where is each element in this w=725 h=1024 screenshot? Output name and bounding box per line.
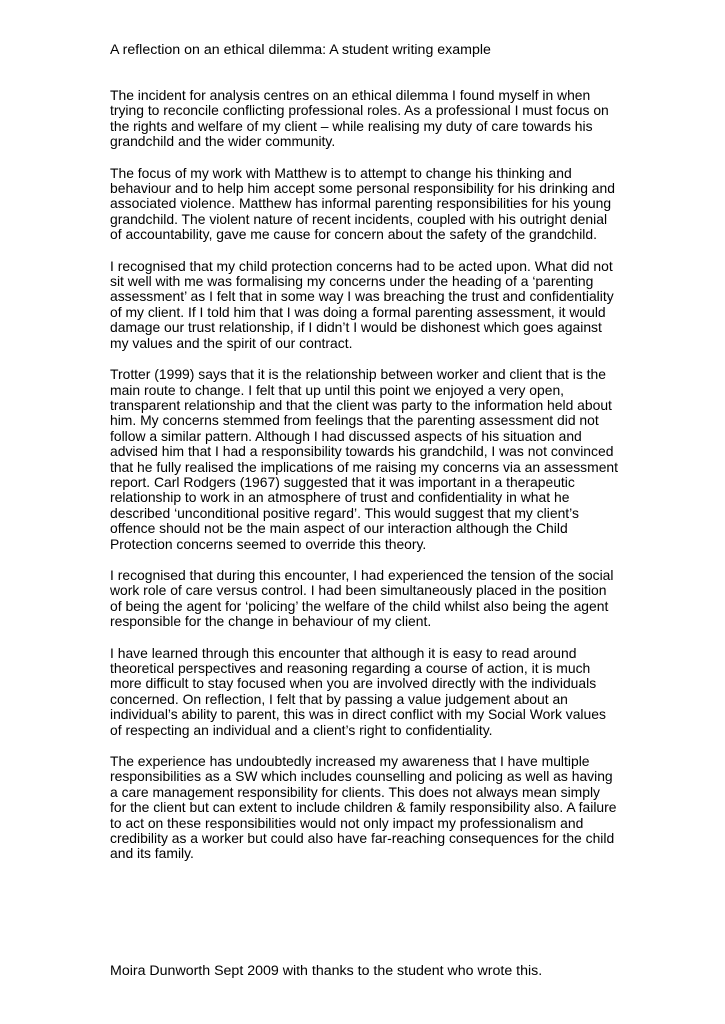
- paragraph-3: I recognised that my child protection concerns had to be acted upon. What did not sit well with me was formalising my concerns under the heading of a ‘parenting assessment’ as I felt that in some way I was breaching the trust and confidentiality of my client. If I told him that I was doing a formal parenting assessment, it would damage our trust relationship, if I didn’t I would be dishonest which goes against my values and the spirit of our contract.: [110, 257, 614, 351]
- document-footer: Moira Dunworth Sept 2009 with thanks to the student who wrote this.: [110, 963, 543, 979]
- document-body: [110, 42, 618, 878]
- document-title: A reflection on an ethical dilemma: A student writing example: [110, 42, 491, 58]
- paragraph-5: I recognised that during this encounter, I had experienced the tension of the social work role of care versus control. I had been simultaneously placed in the position of being the agent for ‘policing’ the welfare of the child whilst also being the agent responsible for the change in behaviour of my client.: [110, 566, 614, 630]
- paragraph-7: The experience has undoubtedly increased my awareness that I have multiple responsibilities as a SW which includes counselling and policing as well as having a care management responsibility for clients. This does not always mean simply for the client but can extent to include children & family responsibility also. A failure to act on these responsibilities would not only impact my professionalism and credibility as a worker but could also have far-reaching consequences for the child and its family.: [110, 753, 617, 862]
- paragraph-4: Trotter (1999) says that it is the relationship between worker and client that is the main route to change. I felt that up until this point we enjoyed a very open, transparent relationship and that the client was party to the information held about him. My concerns stemmed from feelings that the parenting assessment did not follow a similar pattern. Although I had discussed aspects of his situation and advised him that I had a responsibility towards his grandchild, I was not convinced that he fully realised the implications of me raising my concerns via an assessment report. Carl Rodgers (1967) suggested that it was important in a therapeutic relationship to work in an atmosphere of trust and confidentiality in what he described ‘unconditional positive regard’. This would suggest that my client’s offence should not be the main aspect of our interaction although the Child Protection concerns seemed to override this theory.: [110, 366, 619, 552]
- paragraph-2: The focus of my work with Matthew is to attempt to change his thinking and behaviour and to help him accept some personal responsibility for his drinking and associated violence. Matthew has informal parenting responsibilities for his young grandchild. The violent nature of recent incidents, coupled with his outright denial of accountability, gave me cause for concern about the safety of the grandchild.: [110, 164, 615, 243]
- paragraph-1: The incident for analysis centres on an ethical dilemma I found myself in when trying to reconcile conflicting professional roles. As a professional I must focus on the rights and welfare of my client – while realising my duty of care towards his grandchild and the wider community.: [110, 87, 609, 150]
- paragraph-6: I have learned through this encounter that although it is easy to read around theoretical perspectives and reasoning regarding a course of action, it is much more difficult to stay focused when you are involved directly with the individuals concerned. On reflection, I felt that by passing a value judgement about an individual’s ability to parent, this was in direct conflict with my Social Work values of respecting an individual and a client’s right to confidentiality.: [110, 644, 606, 738]
